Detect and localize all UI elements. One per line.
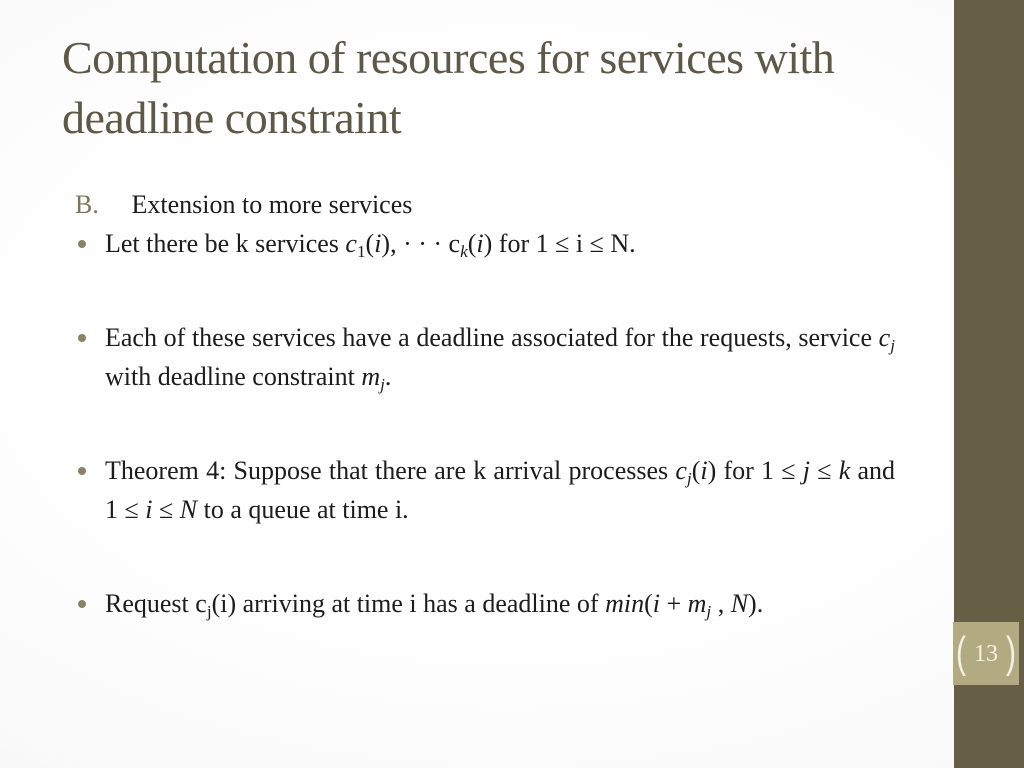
- bullet-dot-icon: [78, 600, 86, 608]
- bullet-text: Theorem 4: Suppose that there are k arrival processes $c_j(i)$ for 1 ≤ j ≤ k and 1 ≤ i ≤ N to a queue at time i.: [105, 456, 895, 524]
- slide-title: [62, 28, 922, 148]
- bullet-text: Request $c_j(i)$ arriving at time i has a deadline of $\min(i + m_j$ , N).: [105, 589, 764, 622]
- bullet-item: [75, 318, 895, 396]
- bullet-item: [75, 584, 895, 623]
- bullet-item: [75, 451, 895, 529]
- slide-title-line2: deadline constraint: [62, 92, 402, 143]
- list-heading-text: Extension to more services: [131, 190, 413, 219]
- left-bracket-decoration: (: [956, 628, 966, 677]
- bullet-item: [75, 224, 895, 263]
- bullet-dot-icon: [78, 334, 86, 342]
- bullet-text: Let there be k services $c_1(i)$, · · · $c_k(i)$ for 1 ≤ i ≤ N.: [105, 229, 636, 262]
- right-bracket-decoration: ): [1006, 628, 1016, 677]
- slide-title-line1: Computation of resources for services with: [62, 32, 835, 83]
- page-number: 13: [974, 640, 998, 667]
- slide-body: [75, 185, 895, 623]
- bullet-text: Each of these services have a deadline associated for the requests, service $c_j$ with deadline constraint $m_j$.: [105, 323, 895, 395]
- bullet-dot-icon: [78, 240, 86, 248]
- list-heading-marker: B.: [75, 190, 99, 219]
- bullet-list: [75, 224, 895, 623]
- bullet-dot-icon: [78, 467, 86, 475]
- page-number-badge: [953, 622, 1019, 685]
- list-heading: [75, 185, 895, 224]
